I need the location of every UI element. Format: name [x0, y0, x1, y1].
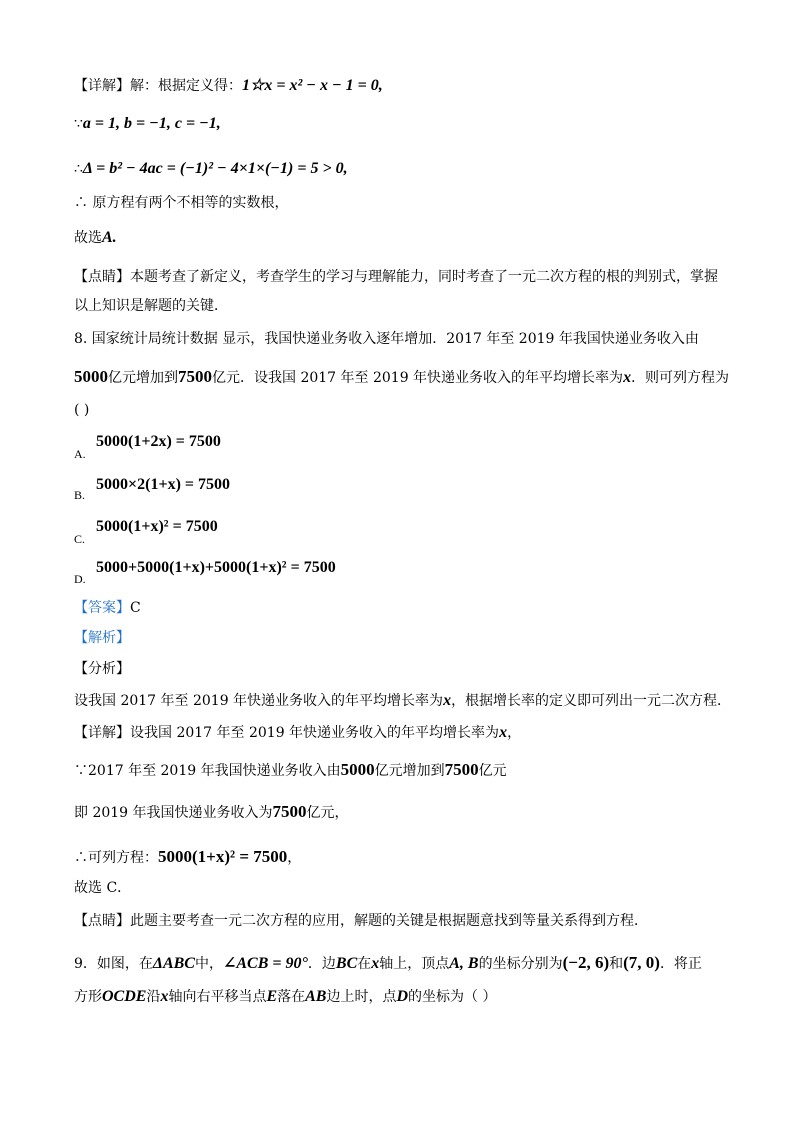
jf-text2: 亿元，	[306, 805, 349, 821]
q7-coef-line	[74, 113, 221, 135]
equation-prefix: ∴可列方程：	[74, 850, 158, 866]
q8-stem-text3: ．则可列方程为	[631, 370, 730, 386]
q7-detail-prefix: 【详解】解：根据定义得：	[74, 78, 242, 94]
q8-choose: 故选 C．	[74, 880, 132, 896]
q9-text-e: ．边	[307, 956, 336, 972]
jf-text: 即 2019 年我国快递业务收入为	[74, 805, 273, 821]
q9-text-2a: 方形	[74, 989, 102, 1005]
analysis-tag: 【解析】	[74, 630, 130, 646]
q8-detail-text2: ，	[507, 725, 522, 741]
q7-conclusion: ∴ 原方程有两个不相等的实数根，	[74, 195, 289, 211]
q8-stem-line2	[74, 366, 729, 389]
q9-text-g: 在	[357, 956, 372, 972]
q7-detail-line	[74, 75, 383, 97]
q9-text-i: 轴上，顶点	[379, 956, 450, 972]
therefore-symbol: ∴	[74, 161, 83, 177]
q8-jf-line	[74, 801, 349, 824]
fenxi-line	[74, 690, 731, 712]
because-symbol: ∵	[74, 116, 83, 132]
fenxi-tag: 【分析】	[74, 661, 130, 677]
q9-line2	[74, 986, 496, 1008]
q9-coord-a: (−2, 6)	[562, 953, 610, 972]
q9-text-k: 的坐标分别为	[478, 956, 563, 972]
option-c-equation: 5000(1+x)² = 7500	[96, 518, 218, 535]
final-equation: 5000(1+x)² = 7500	[158, 847, 288, 866]
since-text2: 亿元增加到	[374, 763, 445, 779]
q9-text-2k: 的坐标为（ ）	[408, 989, 497, 1005]
q7-delta-equation: Δ = b² − 4ac = (−1)² − 4×1×(−1) = 5 > 0,	[82, 160, 348, 177]
q9-points-ab: A, B	[449, 955, 479, 972]
answer-line	[74, 597, 141, 619]
option-a-label: A.	[74, 447, 86, 461]
q8-detail-line	[74, 722, 521, 744]
q8-start-value: 5000	[74, 367, 108, 386]
q9-side-ab: AB	[305, 988, 327, 1005]
q7-choose-label: 故选	[74, 230, 102, 246]
q9-coord-b: (7, 0)	[623, 953, 660, 972]
since-start-value: 5000	[340, 760, 375, 779]
q9-text-2c: 沿	[146, 989, 161, 1005]
since-text: ∵2017 年至 2019 年我国快递业务收入由	[74, 763, 341, 779]
option-d-equation: 5000+5000(1+x)+5000(1+x)² = 7500	[96, 559, 336, 576]
option-b-equation: 5000×2(1+x) = 7500	[96, 476, 231, 493]
fenxi-variable-x: x	[443, 692, 452, 709]
q9-point-e: E	[266, 988, 278, 1005]
q9-side-bc: BC	[335, 955, 358, 972]
q8-paren: ( )	[74, 402, 90, 418]
since-end-value: 7500	[444, 760, 479, 779]
q9-square: OCDE	[102, 988, 147, 1005]
q9-line1	[74, 952, 702, 975]
q9-x-axis: x	[371, 955, 380, 972]
q8-stem-line1: 8. 国家统计局统计数据 显示，我国快递业务收入逐年增加．2017 年至 2019 年我国快递业务收入由	[74, 331, 699, 347]
q7-delta-line	[74, 158, 348, 180]
fenxi-text: 设我国 2017 年至 2019 年快递业务收入的年平均增长率为	[74, 693, 444, 709]
q7-comment-line2: 以上知识是解题的关键．	[74, 298, 228, 314]
q9-text-a: 9．如图，在	[74, 956, 153, 972]
option-c-label: C.	[74, 532, 86, 546]
q8-detail-variable-x: x	[499, 724, 508, 741]
q9-x-axis-2: x	[160, 988, 169, 1005]
q8-detail-text: 【详解】设我国 2017 年至 2019 年快递业务收入的年平均增长率为	[74, 725, 500, 741]
q7-choose-line	[74, 227, 117, 249]
q7-coef-equation: a = 1, b = −1, c = −1,	[82, 115, 221, 132]
answer-tag: 【答案】	[74, 600, 130, 616]
option-d-label: D.	[74, 572, 86, 586]
since-text3: 亿元	[478, 763, 507, 779]
answer-value: C	[130, 600, 141, 616]
q8-stem-text2: 亿元．设我国 2017 年至 2019 年快递业务收入的年平均增长率为	[212, 370, 624, 386]
option-a-equation: 5000(1+2x) = 7500	[96, 433, 221, 450]
q7-detail-equation: 1☆x = x² − x − 1 = 0,	[242, 77, 383, 94]
q7-comment-line1: 【点睛】本题考查了新定义，考查学生的学习与理解能力，同时考查了一元二次方程的根的判别式，掌握	[74, 269, 718, 285]
q9-text-m: 和	[609, 956, 624, 972]
q7-choose-answer: A.	[102, 229, 117, 246]
q8-since-line	[74, 759, 507, 782]
q8-stem-text: 亿元增加到	[108, 370, 178, 386]
q8-end-value: 7500	[178, 367, 212, 386]
fenxi-text2: ，根据增长率的定义即可列出一元二次方程．	[451, 693, 732, 709]
q9-text-2e: 轴向右平移当点	[168, 989, 267, 1005]
q8-comment: 【点睛】此题主要考查一元二次方程的应用，解题的关键是根据题意找到等量关系得到方程．	[74, 913, 648, 929]
equation-suffix: ，	[287, 850, 302, 866]
q8-equation-line	[74, 846, 301, 869]
option-b-label: B.	[74, 488, 86, 502]
q9-text-2i: 边上时，点	[326, 989, 397, 1005]
q8-variable-x: x	[623, 369, 632, 386]
q9-point-d: D	[396, 988, 409, 1005]
q9-text-2g: 落在	[277, 989, 306, 1005]
q9-angle: ∠ACB = 90°	[222, 955, 308, 972]
jf-value: 7500	[272, 802, 307, 821]
q9-text-o: ．将正	[659, 956, 702, 972]
q9-triangle: ΔABC	[152, 955, 195, 972]
q9-text-c: 中，	[194, 956, 223, 972]
